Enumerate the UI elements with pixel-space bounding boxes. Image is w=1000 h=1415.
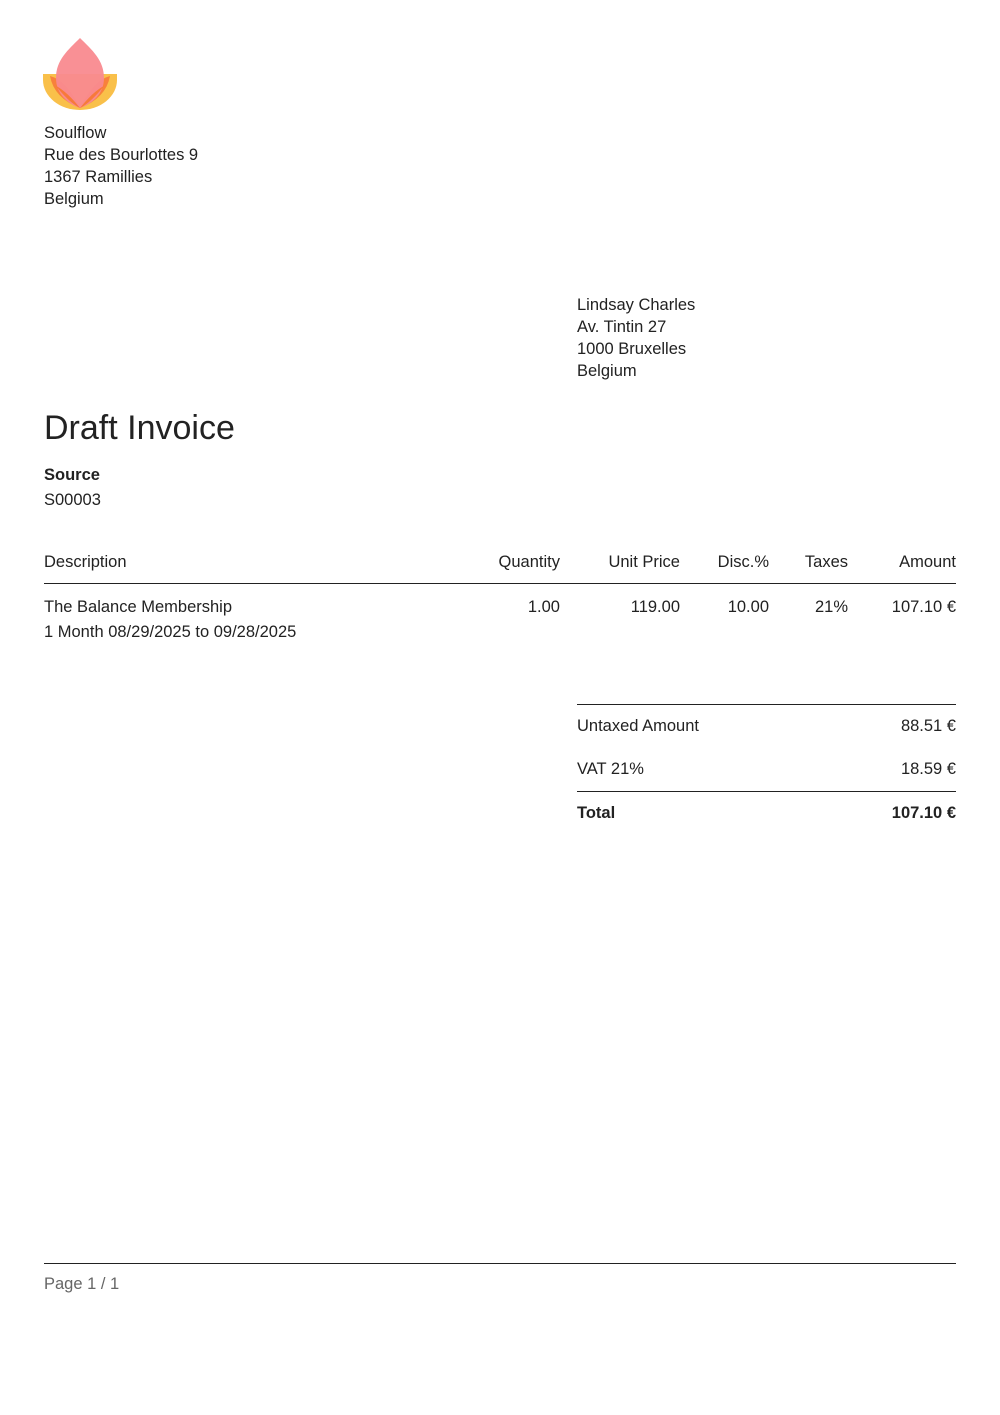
customer-city: 1000 Bruxelles <box>577 340 687 358</box>
line-amount: 107.10 € <box>891 598 956 616</box>
company-country: Belgium <box>44 190 104 208</box>
line-product-detail: 1 Month 08/29/2025 to 09/28/2025 <box>44 623 297 641</box>
line-discount: 10.00 <box>727 598 769 616</box>
footer-divider <box>44 1263 956 1264</box>
table-header-row <box>44 548 956 584</box>
header-amount: Amount <box>848 548 956 584</box>
vat-label: VAT 21% <box>577 760 644 778</box>
company-city: 1367 Ramillies <box>44 168 153 186</box>
totals-block <box>577 704 956 835</box>
source-value: S00003 <box>44 491 101 509</box>
untaxed-amount-label: Untaxed Amount <box>577 717 699 735</box>
customer-name: Lindsay Charles <box>577 296 696 314</box>
line-description-cell <box>44 584 464 646</box>
header-discount: Disc.% <box>680 548 769 584</box>
company-street: Rue des Bourlottes 9 <box>44 146 199 164</box>
header-quantity: Quantity <box>464 548 560 584</box>
customer-country: Belgium <box>577 362 637 380</box>
header-unit-price: Unit Price <box>560 548 680 584</box>
company-logo <box>42 36 118 112</box>
untaxed-amount-row <box>577 705 956 748</box>
page-number: Page 1 / 1 <box>44 1275 120 1293</box>
table-row <box>44 584 956 646</box>
untaxed-amount-value: 88.51 € <box>900 717 956 735</box>
vat-row <box>577 748 956 791</box>
lotus-logo-icon <box>42 36 118 112</box>
total-value: 107.10 € <box>891 804 956 822</box>
line-product-name: The Balance Membership <box>44 598 233 616</box>
vat-value: 18.59 € <box>900 760 956 778</box>
total-label: Total <box>577 804 616 822</box>
header-taxes: Taxes <box>769 548 848 584</box>
line-taxes: 21% <box>814 598 848 616</box>
line-unit-price: 119.00 <box>630 598 680 616</box>
source-label: Source <box>44 466 100 484</box>
company-name: Soulflow <box>44 124 107 142</box>
company-address <box>44 122 198 210</box>
document-title: Draft Invoice <box>44 409 235 447</box>
invoice-lines-table <box>44 548 956 645</box>
line-quantity: 1.00 <box>527 598 560 616</box>
customer-address <box>577 294 695 382</box>
total-row <box>577 791 956 835</box>
customer-street: Av. Tintin 27 <box>577 318 667 336</box>
header-description: Description <box>44 548 464 584</box>
